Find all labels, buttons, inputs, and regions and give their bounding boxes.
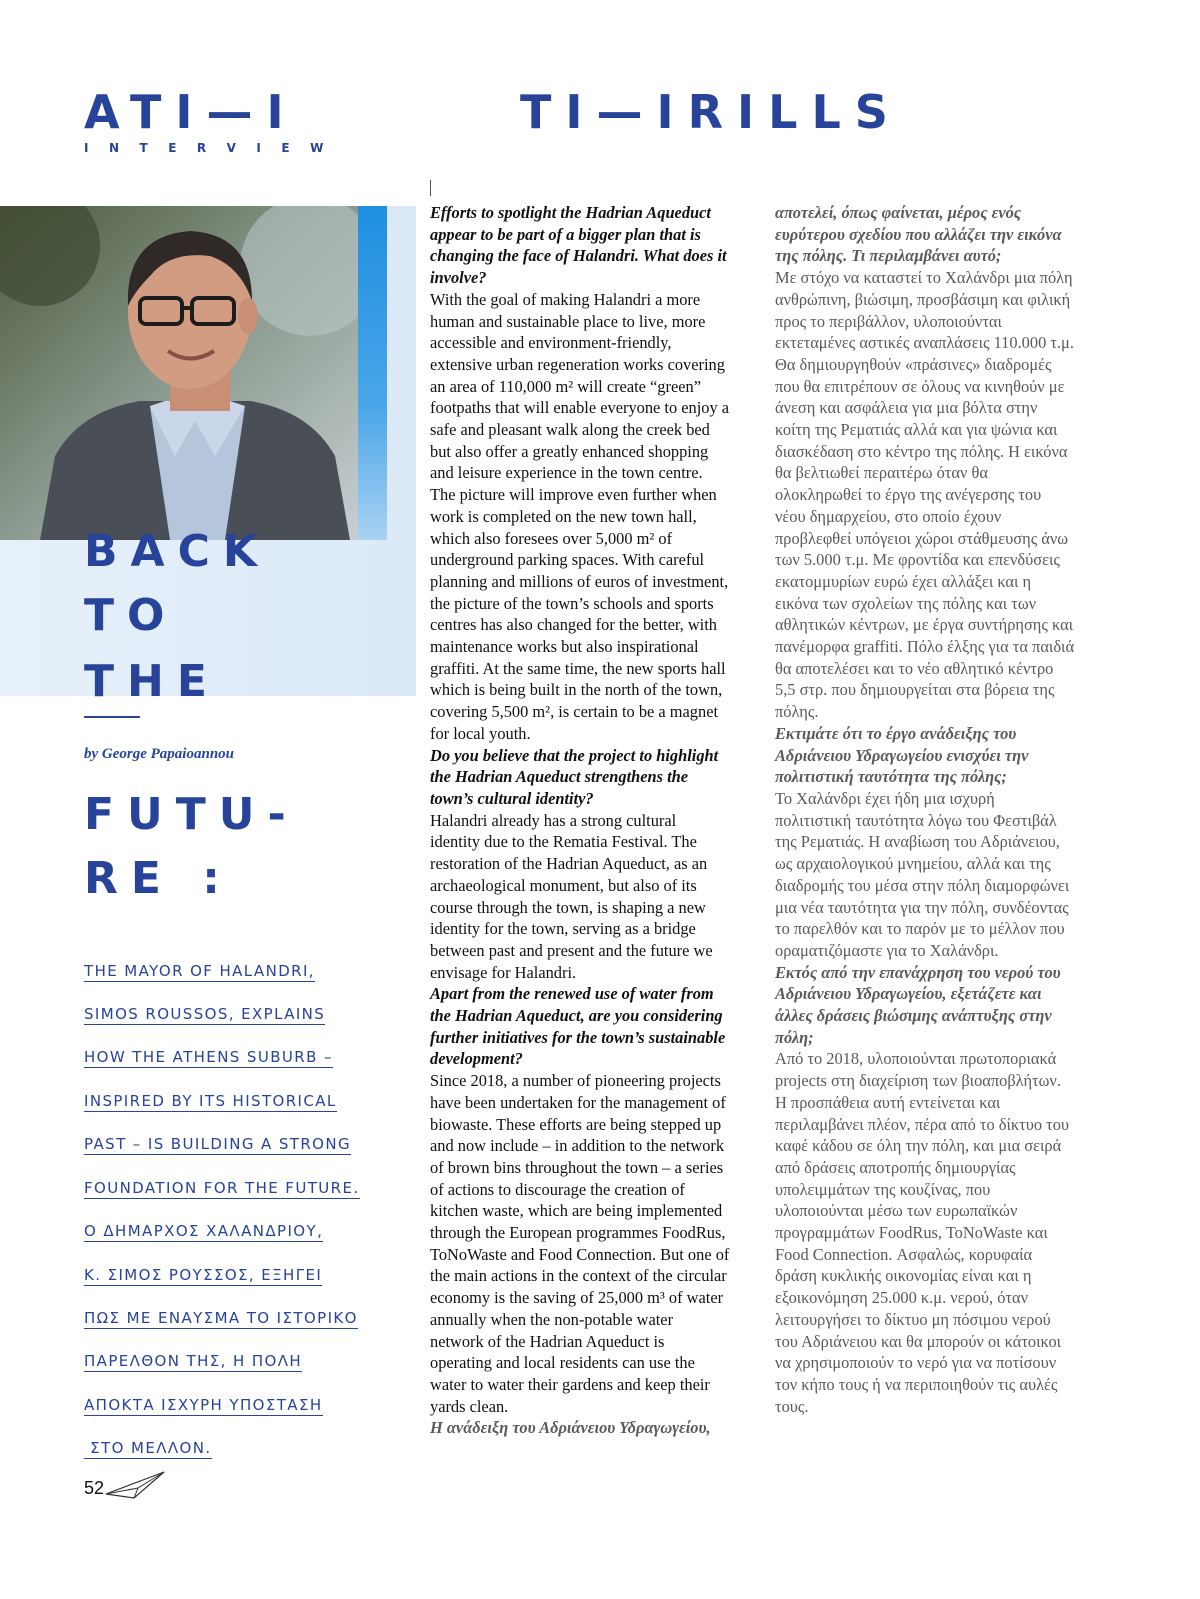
section-label: INTERVIEW bbox=[84, 141, 344, 155]
title-line-back: BACK bbox=[84, 526, 270, 577]
intro-line: THE MAYOR OF HALANDRI, bbox=[84, 962, 315, 980]
question: Η ανάδειξη του Αδριάνειου Υδραγωγείου, bbox=[430, 1418, 711, 1438]
question: Do you believe that the project to highlight the Hadrian Aqueduct strengthens the town’s cultural identity? bbox=[430, 745, 719, 808]
english-column bbox=[430, 202, 730, 1439]
answer: Από το 2018, υλοποιούνται πρωτοποριακά projects στη διαχείριση των βιοαποβλήτων. Η προσπάθεια αυτή εντείνεται και περιλαμβάνει πλέον, πέρα από το δίκτυο του καφέ κάδου σε όλη την πόλη, και μια σειρά από δράσεις αποτροπής δημιουργίας υπολειμμάτων της κουζίνας, που υλοποιούνται μέσω των ευρωπαϊκών προγραμμάτων FoodRus, ToNoWaste και Food Connection. Ασφαλώς, κορυφαία δράση κυκλικής οικονομίας είναι και η εξοικονόμηση 25.000 κ.μ. νερού, όταν λειτουργήσει το δίκτυο μη πόσιμου νερού του Αδριάνειου και θα μπορούν οι κάτοικοι να χρησιμοποιούν το νερό για να ποτίσουν τον κήπο τους ή να περιποιηθούν τις αυλές τους. bbox=[775, 1049, 1070, 1416]
question: Apart from the renewed use of water from the Hadrian Aqueduct, are you considering further initiatives for the town’s sustainable development? bbox=[430, 984, 726, 1069]
intro-line: FOUNDATION FOR THE FUTURE. bbox=[84, 1179, 360, 1197]
text-cursor bbox=[430, 180, 431, 196]
intro-line: ΑΠΟΚΤΑ ΙΣΧΥΡΗ ΥΠΟΣΤΑΣΗ bbox=[84, 1396, 323, 1414]
intro-line: ΠΑΡΕΛΘΟΝ ΤΗΣ, Η ΠΟΛΗ bbox=[84, 1352, 303, 1370]
title-line-to: TO bbox=[84, 590, 178, 641]
photo-accent-strip bbox=[357, 206, 387, 540]
mayor-portrait-photo bbox=[0, 206, 358, 540]
intro-line: PAST – IS BUILDING A STRONG bbox=[84, 1135, 352, 1153]
answer: Since 2018, a number of pioneering projects have been undertaken for the management of biowaste. These efforts are being stepped up and now include – in addition to the network of brown bins throughout the town – a series of actions to discourage the creation of kitchen waste, which are being implemented through the European programmes FoodRus, ToNoWaste and Food Connection. But one of the main actions in the context of the circular economy is the saving of 25,000 m³ of water annually when the non-potable water network of the Hadrian Aqueduct is operating and local residents can use the water to water their gardens and keep their yards clean. bbox=[430, 1071, 730, 1416]
title-line-the: THE bbox=[84, 656, 220, 707]
question: Εκτός από την επανάχρηση του νερού του Αδριάνειου Υδραγωγείου, εξετάζετε και άλλες δράσεις βιώσιμης ανάπτυξης στην πόλη; bbox=[775, 962, 1061, 1047]
question: αποτελεί, όπως φαίνεται, μέρος ενός ευρύτερου σχεδίου που αλλάζει την εικόνα της πόλης. Τι περιλαμβάνει αυτό; bbox=[775, 203, 1062, 266]
intro-line: Ο ΔΗΜΑΡΧΟΣ ΧΑΛΑΝΔΡΙΟΥ, bbox=[84, 1222, 324, 1240]
intro-line: INSPIRED BY ITS HISTORICAL bbox=[84, 1092, 337, 1110]
answer: With the goal of making Halandri a more human and sustainable place to live, more accessible and environment-friendly, extensive urban regeneration works covering an area of 110,000 m² will create “green” footpaths that will enable everyone to enjoy a safe and pleasant walk along the creek bed but also offer a greatly enhanced shopping and leisure experience in the town centre. The picture will improve even further when work is completed on the new town hall, which also foresees over 5,000 m² of underground parking spaces. With careful planning and millions of euros of investment, the picture of the town’s schools and sports centres has also changed for the better, with maintenance works but also inspirational graffiti. At the same time, the new sports hall which is being built in the north of the town, covering 5,500 m², is certain to be a magnet for local youth. bbox=[430, 289, 730, 743]
question: Εκτιμάτε ότι το έργο ανάδειξης του Αδριάνειου Υδραγωγείου ενισχύει την πολιτιστική ταυτότητα της πόλης; bbox=[775, 723, 1029, 787]
greek-column bbox=[775, 202, 1075, 1417]
title-rule bbox=[84, 716, 140, 718]
intro-line: ΣΤΟ ΜΕΛΛΟΝ. bbox=[84, 1439, 212, 1457]
intro-line: Κ. ΣΙΜΟΣ ΡΟΥΣΣΟΣ, ΕΞΗΓΕΙ bbox=[84, 1266, 323, 1284]
paper-plane-icon bbox=[104, 1470, 166, 1505]
question: Efforts to spotlight the Hadrian Aqueduct appear to be part of a bigger plan that is changing the face of Halandri. What does it involve? bbox=[430, 203, 727, 288]
intro-line: HOW THE ATHENS SUBURB – bbox=[84, 1048, 333, 1066]
answer: Halandri already has a strong cultural identity due to the Rematia Festival. The restoration of the Hadrian Aqueduct, as an archaeological monument, but also of its course through the town, is shaping a new identity for the town, serving as a bridge between past and present and the future we envisage for Halandri. bbox=[430, 810, 713, 982]
byline: by George Papaioannou bbox=[84, 746, 234, 762]
answer: Με στόχο να καταστεί το Χαλάνδρι μια πόλη ανθρώπινη, βιώσιμη, προσβάσιμη και φιλική προς το περιβάλλον, υλοποιούνται εκτεταμένες αστικές αναπλάσεις 110.000 τ.μ. Θα δημιουργηθούν «πράσινες» διαδρομές που θα επιτρέπουν σε όλους να κινηθούν με άνεση και ασφάλεια για μια βόλτα στην κοίτη της Ρεματιάς αλλά και για ψώνια και διασκέδαση στο κέντρο της πόλης. Η εικόνα θα βελτιωθεί περαιτέρω όταν θα ολοκληρωθεί το έργο της ανέγερσης του νέου δημαρχείου, στο οποίο έχουν προβλεφθεί υπόγειοι χώροι στάθμευσης άνω των 5.000 τ.μ. Με φροντίδα και επενδύσεις εκατομμυρίων ευρώ έχει αλλάξει και η εικόνα των σχολείων της πόλης και των αθλητικών κέντρων, με έργα συντήρησης και πανέμορφα graffiti. Πόλο έλξης για τα παιδιά θα αποτελέσει και το νέο αθλητικό κέντρο 5,5 στρ. που δημιουργείται στα βόρεια της πόλης. bbox=[775, 268, 1075, 722]
intro-line: ΠΩΣ ΜΕ ΕΝΑΥΣΜΑ ΤΟ ΙΣΤΟΡΙΚΟ bbox=[84, 1309, 358, 1327]
intro-line: SIMOS ROUSSOS, EXPLAINS bbox=[84, 1005, 326, 1023]
title-line-futu: FUTU- bbox=[84, 789, 299, 840]
header-left-title: ATI—I bbox=[84, 85, 298, 139]
answer: Το Χαλάνδρι έχει ήδη μια ισχυρή πολιτιστική ταυτότητα λόγω του Φεστιβάλ της Ρεματιάς. Η αναβίωση του Αδριάνειου, ως αρχαιολογικού μνημείου, αλλά και της διαδρομής του μέσα στην πόλη διαμορφώνει μια νέα ταυτότητα για την πόλη, συνδέοντας το παρελθόν και το παρόν με το μέλλον που οραματιζόμαστε για το Χαλάνδρι. bbox=[775, 788, 1070, 960]
page-number: 52 bbox=[84, 1478, 105, 1498]
title-line-re: RE : bbox=[84, 853, 233, 904]
header-right-title: TI—IRILLS bbox=[520, 85, 902, 139]
